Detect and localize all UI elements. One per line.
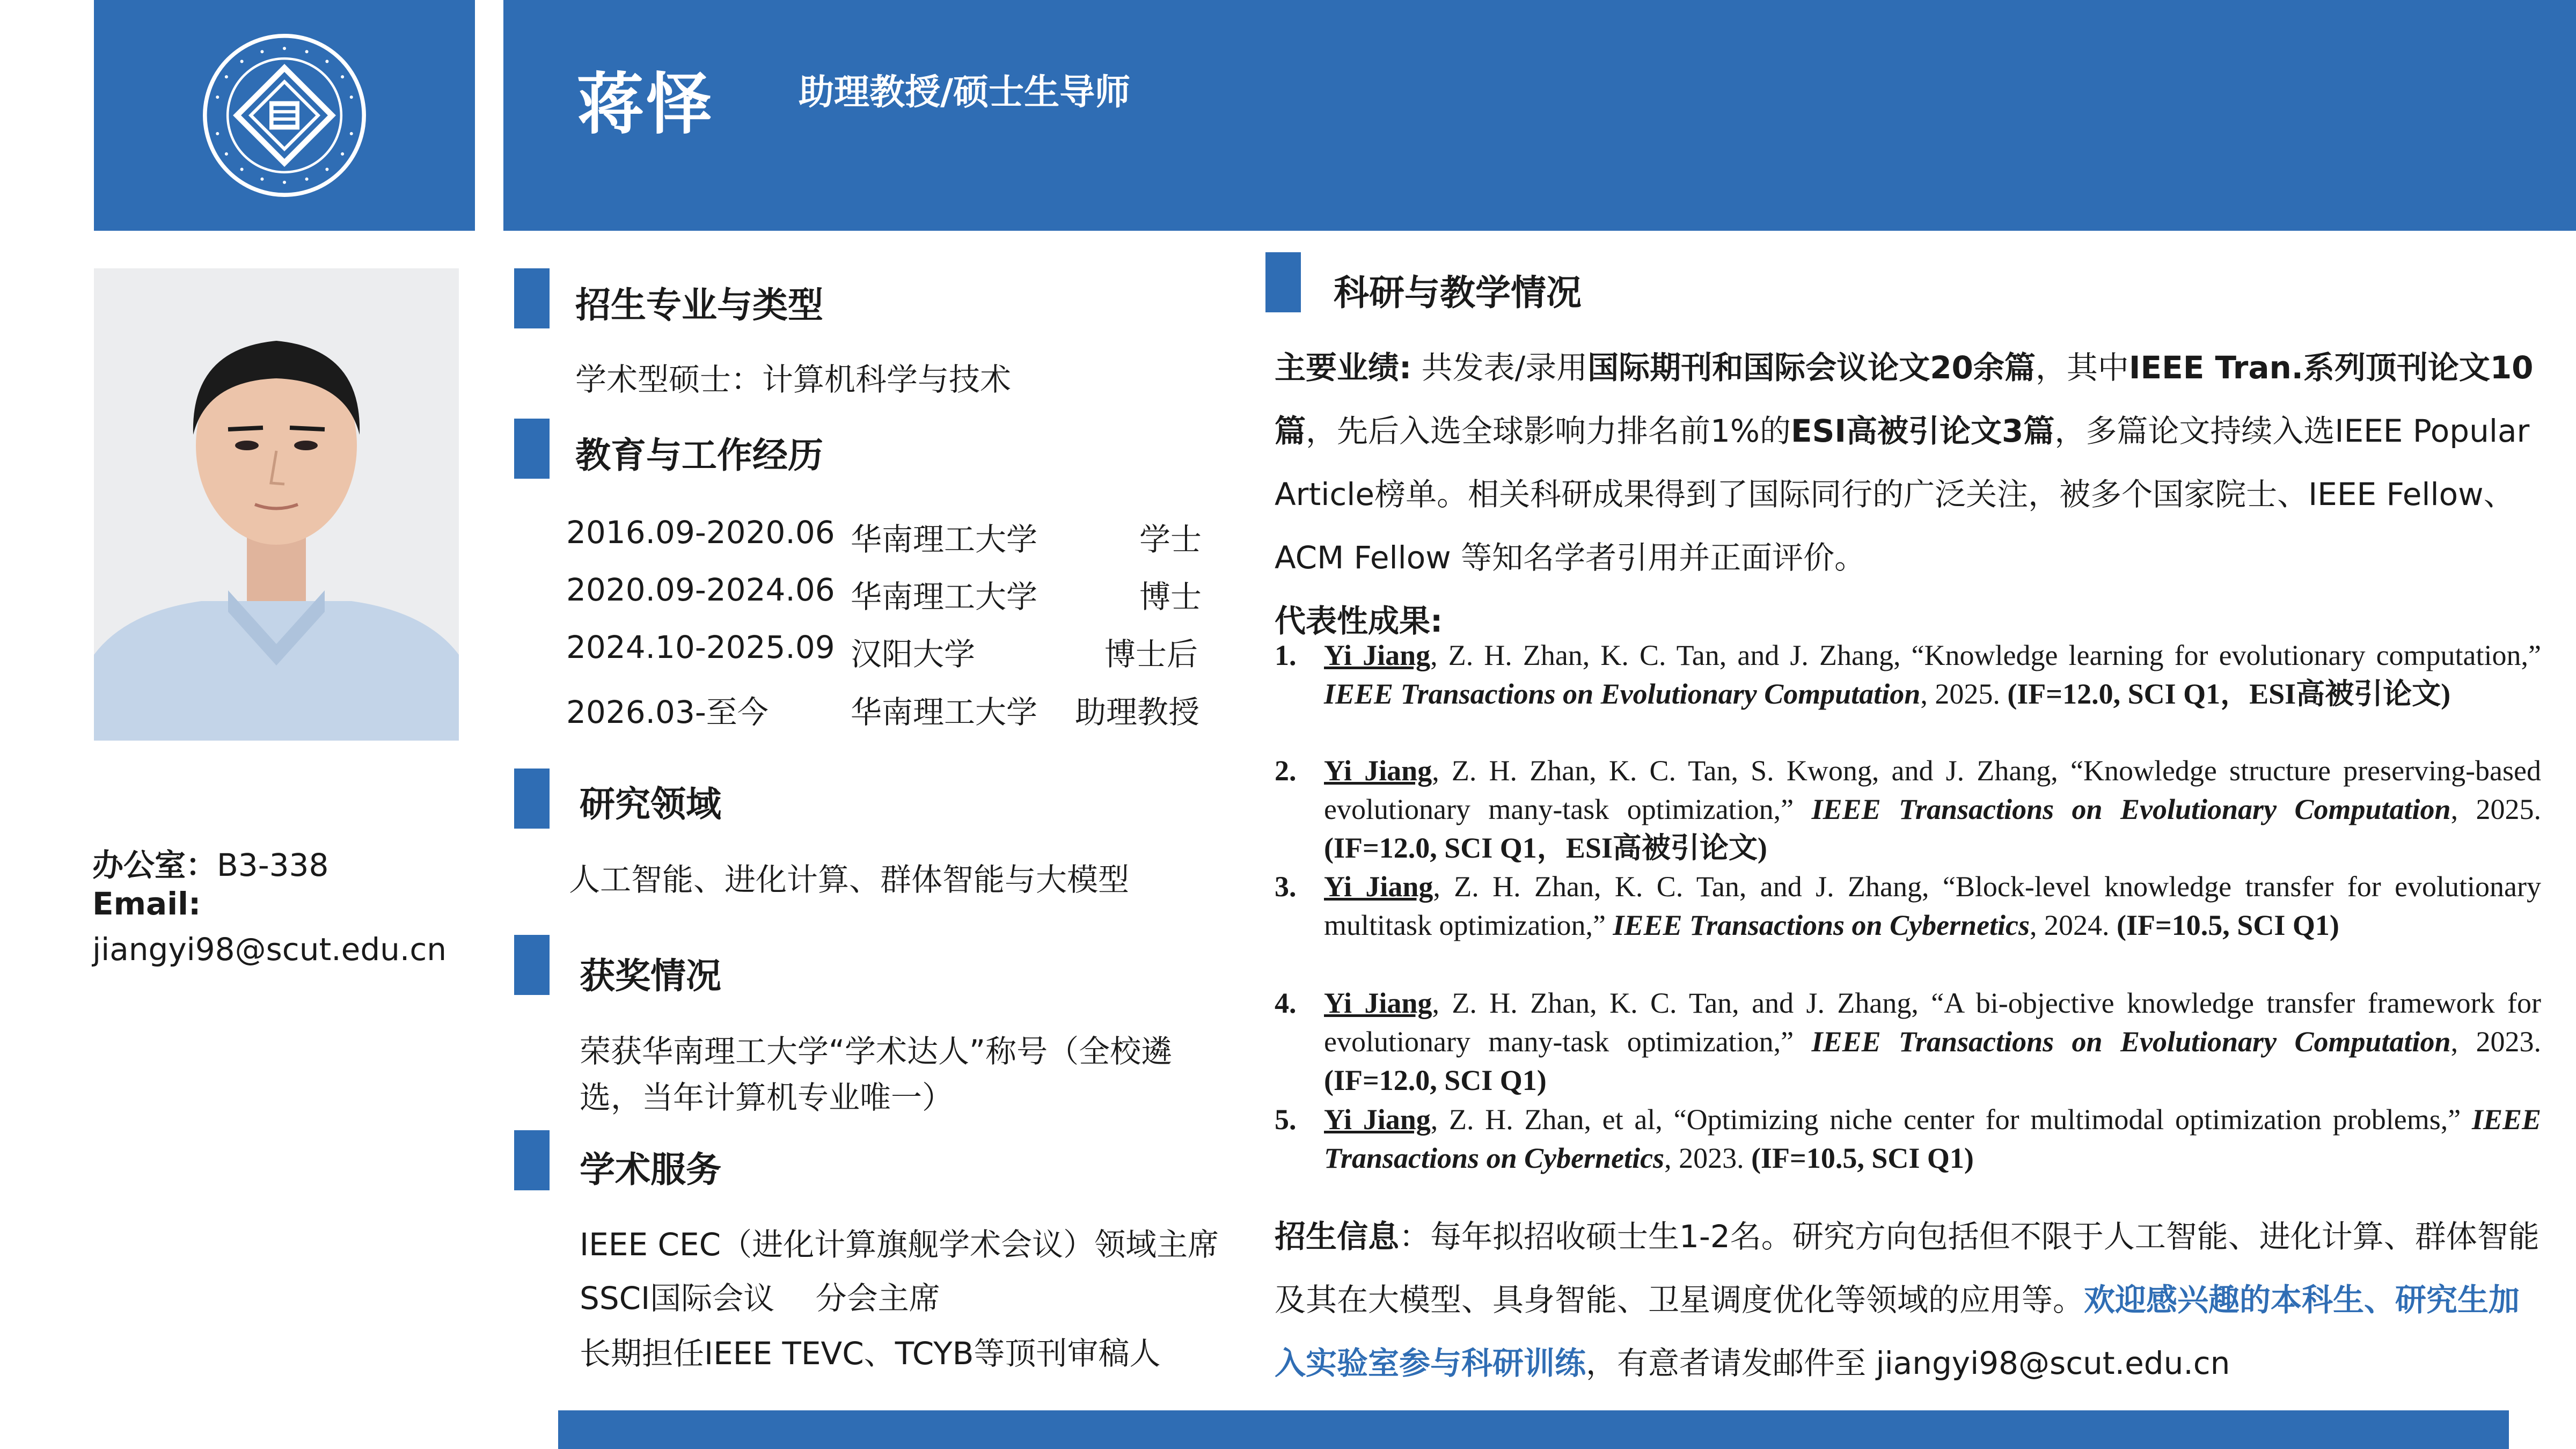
publication-year: , 2025. [1920, 678, 2008, 710]
edu-role: 助理教授 [1075, 694, 1200, 730]
section-title-awards: 获奖情况 [580, 955, 721, 997]
section-marker [514, 769, 550, 829]
section-marker [514, 935, 550, 995]
section-title-service: 学术服务 [580, 1149, 721, 1190]
publication-number: 3. [1275, 870, 1297, 903]
publication-year: , 2024. [2030, 909, 2117, 941]
portrait-photo [94, 268, 459, 741]
section-title-education: 教育与工作经历 [575, 435, 823, 476]
service-item: 长期担任IEEE TEVC、TCYB等顶刊审稿人 [580, 1335, 1161, 1372]
section-title-admission: 招生专业与类型 [575, 284, 823, 326]
publication-metric: (IF=10.5, SCI Q1) [2117, 909, 2339, 941]
section-marker [1265, 252, 1301, 312]
recruit-contact[interactable]: ，有意者请发邮件至 jiangyi98@scut.edu.cn [1586, 1345, 2230, 1381]
publication-year: , 2023. [1664, 1142, 1752, 1174]
achievements-highlight: ESI高被引论文3篇 [1791, 413, 2055, 449]
edu-role: 学士 [1139, 521, 1202, 558]
section-marker [514, 419, 550, 479]
publication-venue: IEEE Transactions on Evolutionary Computation [1811, 793, 2451, 825]
publication-year: , 2025. [2450, 793, 2541, 825]
publication-venue: IEEE Transactions on Evolutionary Computation [1811, 1026, 2451, 1058]
person-title: 助理教授/硕士生导师 [799, 71, 1131, 113]
achievements-highlight: 国际期刊和国际会议论文20余篇 [1587, 349, 2036, 386]
publication-text: , Z. H. Zhan, K. C. Tan, and J. Zhang, “Block-level knowledge transfer for evolutionary multitask optimization,” [1324, 870, 2542, 941]
publication-venue: IEEE Transactions on Cybernetics [1324, 1103, 2542, 1174]
publication-metric: (IF=10.5, SCI Q1) [1751, 1142, 1974, 1174]
publication-metric: (IF=12.0, SCI Q1) [1324, 1064, 1547, 1096]
achievements-text: 共发表/录用 [1411, 349, 1588, 386]
recruit-text: ：每年拟招收硕士生1-2名。研究方向包括但不限于人工智能、进化计算、群体智能及其在大模型、具身智能、卫星调度优化等领域的应用等。 [1275, 1218, 2540, 1318]
achievements-text: ，先后入选全球影响力排名前1%的 [1306, 413, 1791, 449]
publication-venue: IEEE Transactions on Evolutionary Computation [1324, 678, 1921, 710]
publication-text: , Z. H. Zhan, et al, “Optimizing niche center for multimodal optimization problems,” [1430, 1103, 2472, 1136]
edu-period: 2024.10-2025.09 [566, 629, 835, 665]
recruit-highlight: 欢迎感兴趣的本科生、研究生加入实验室参与科研训练 [1275, 1282, 2520, 1381]
publication-text: , Z. H. Zhan, K. C. Tan, S. Kwong, and J. Zhang, “Knowledge structure preserving-based evolutionary many-task optimization,” [1324, 755, 2542, 825]
publication-text: , Z. H. Zhan, K. C. Tan, and J. Zhang, “Knowledge learning for evolutionary computation,” [1430, 639, 2542, 671]
edu-institution: 华南理工大学 [851, 521, 1038, 558]
office-label: 办公室： [92, 847, 217, 883]
edu-period: 2026.03-至今 [566, 694, 769, 730]
publication-item [1275, 1100, 2541, 1177]
publication-item [1275, 984, 2541, 1100]
publication-item [1275, 636, 2541, 713]
representative-label: 代表性成果: [1275, 603, 1443, 639]
email-label: Email: [92, 885, 201, 922]
section-marker [514, 268, 550, 328]
edu-role: 博士 [1139, 579, 1202, 615]
service-item: IEEE CEC（进化计算旗舰学术会议）领域主席 [580, 1226, 1219, 1263]
research-text: 人工智能、进化计算、群体智能与大模型 [569, 861, 1130, 898]
publication-item [1275, 867, 2541, 945]
publication-author: Yi Jiang [1324, 755, 1432, 787]
awards-text-line1: 荣获华南理工大学“学术达人”称号（全校遴 [580, 1033, 1173, 1070]
publication-venue: IEEE Transactions on Cybernetics [1613, 909, 2030, 941]
school-logo [174, 32, 394, 199]
awards-text-line2: 选，当年计算机专业唯一） [580, 1079, 954, 1116]
header-bar [503, 0, 2576, 231]
edu-role: 博士后 [1104, 636, 1198, 672]
publication-author: Yi Jiang [1324, 639, 1431, 671]
publication-number: 5. [1275, 1103, 1297, 1136]
achievements-highlight: IEEE Tran.系列顶刊论文10篇 [1275, 349, 2534, 449]
achievements-text: ，其中 [2035, 349, 2129, 386]
achievements-label: 主要业绩: [1275, 349, 1412, 386]
footer-bar [558, 1410, 2509, 1449]
edu-institution: 华南理工大学 [851, 579, 1038, 615]
publication-author: Yi Jiang [1324, 987, 1432, 1019]
publication-author: Yi Jiang [1324, 870, 1433, 903]
publication-item [1275, 751, 2541, 867]
publication-text: , Z. H. Zhan, K. C. Tan, and J. Zhang, “A bi-objective knowledge transfer framework for evolutionary many-task optimization,” [1324, 987, 2541, 1058]
edu-institution: 汉阳大学 [851, 636, 976, 672]
service-item: SSCI国际会议 分会主席 [580, 1280, 940, 1316]
publication-metric: (IF=12.0, SCI Q1，ESI高被引论文) [2007, 678, 2451, 710]
publication-number: 2. [1275, 755, 1297, 787]
recruit-paragraph [1275, 1205, 2541, 1395]
person-name: 蒋怿 [577, 66, 715, 143]
section-title-research: 研究领域 [580, 784, 721, 825]
achievements-paragraph [1275, 336, 2541, 589]
office-value: B3-338 [217, 847, 329, 883]
edu-period: 2016.09-2020.06 [566, 514, 835, 551]
email-link[interactable]: jiangyi98@scut.edu.cn [92, 931, 447, 968]
section-marker [514, 1130, 550, 1190]
section-title-research-teaching: 科研与教学情况 [1334, 272, 1582, 313]
edu-institution: 华南理工大学 [851, 694, 1038, 730]
achievements-text: ，多篇论文持续入选IEEE Popular Article榜单。相关科研成果得到了国际同行的广泛关注，被多个国家院士、IEEE Fellow、ACM Fellow 等知名学者引用并正面评价。 [1275, 413, 2530, 576]
publication-year: , 2023. [2450, 1026, 2541, 1058]
publication-metric: (IF=12.0, SCI Q1，ESI高被引论文) [1324, 832, 1767, 864]
office-info [92, 840, 328, 885]
publication-number: 4. [1275, 987, 1297, 1019]
admission-text: 学术型硕士：计算机科学与技术 [575, 361, 1012, 398]
edu-period: 2020.09-2024.06 [566, 572, 835, 608]
publication-author: Yi Jiang [1324, 1103, 1431, 1136]
recruit-label: 招生信息 [1275, 1218, 1400, 1255]
publication-number: 1. [1275, 639, 1297, 671]
